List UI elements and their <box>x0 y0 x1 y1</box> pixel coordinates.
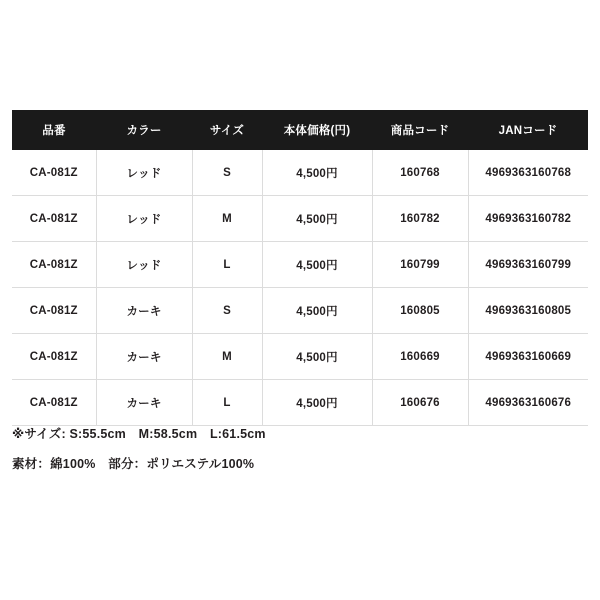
cell-model-number: CA-081Z <box>12 242 96 288</box>
column-header-color: カラー <box>96 110 192 150</box>
cell-size: L <box>192 242 262 288</box>
column-header-price: 本体価格(円) <box>262 110 372 150</box>
table-row <box>12 242 588 288</box>
column-header-jan-code: JANコード <box>468 110 588 150</box>
cell-size: S <box>192 288 262 334</box>
cell-size: L <box>192 380 262 426</box>
cell-price: 4,500円 <box>262 334 372 380</box>
table-row <box>12 150 588 196</box>
table-row <box>12 334 588 380</box>
cell-color: レッド <box>96 196 192 242</box>
product-spec-table <box>12 110 588 426</box>
table-row <box>12 288 588 334</box>
note-material: 素材：綿100% 部分：ポリエステル100% <box>12 456 255 471</box>
cell-product-code: 160782 <box>372 196 468 242</box>
cell-jan-code: 4969363160782 <box>468 196 588 242</box>
cell-model-number: CA-081Z <box>12 288 96 334</box>
table-row <box>12 380 588 426</box>
cell-size: M <box>192 196 262 242</box>
cell-color: カーキ <box>96 334 192 380</box>
cell-jan-code: 4969363160799 <box>468 242 588 288</box>
cell-product-code: 160676 <box>372 380 468 426</box>
notes-block <box>12 428 588 488</box>
cell-jan-code: 4969363160805 <box>468 288 588 334</box>
cell-color: レッド <box>96 150 192 196</box>
cell-product-code: 160805 <box>372 288 468 334</box>
cell-size: M <box>192 334 262 380</box>
cell-jan-code: 4969363160768 <box>468 150 588 196</box>
table-body <box>12 150 588 426</box>
cell-model-number: CA-081Z <box>12 334 96 380</box>
cell-model-number: CA-081Z <box>12 196 96 242</box>
note-size: ※サイズ: S:55.5cm M:58.5cm L:61.5cm <box>12 427 266 441</box>
cell-jan-code: 4969363160676 <box>468 380 588 426</box>
cell-product-code: 160799 <box>372 242 468 288</box>
cell-model-number: CA-081Z <box>12 380 96 426</box>
cell-price: 4,500円 <box>262 196 372 242</box>
column-header-product-code: 商品コード <box>372 110 468 150</box>
table-header-row <box>12 110 588 150</box>
column-header-size: サイズ <box>192 110 262 150</box>
cell-price: 4,500円 <box>262 288 372 334</box>
cell-price: 4,500円 <box>262 380 372 426</box>
cell-color: カーキ <box>96 288 192 334</box>
column-header-model-number: 品番 <box>12 110 96 150</box>
cell-jan-code: 4969363160669 <box>468 334 588 380</box>
cell-color: カーキ <box>96 380 192 426</box>
cell-model-number: CA-081Z <box>12 150 96 196</box>
cell-color: レッド <box>96 242 192 288</box>
table-header <box>12 110 588 150</box>
cell-price: 4,500円 <box>262 150 372 196</box>
cell-product-code: 160768 <box>372 150 468 196</box>
cell-product-code: 160669 <box>372 334 468 380</box>
table-row <box>12 196 588 242</box>
cell-size: S <box>192 150 262 196</box>
cell-price: 4,500円 <box>262 242 372 288</box>
